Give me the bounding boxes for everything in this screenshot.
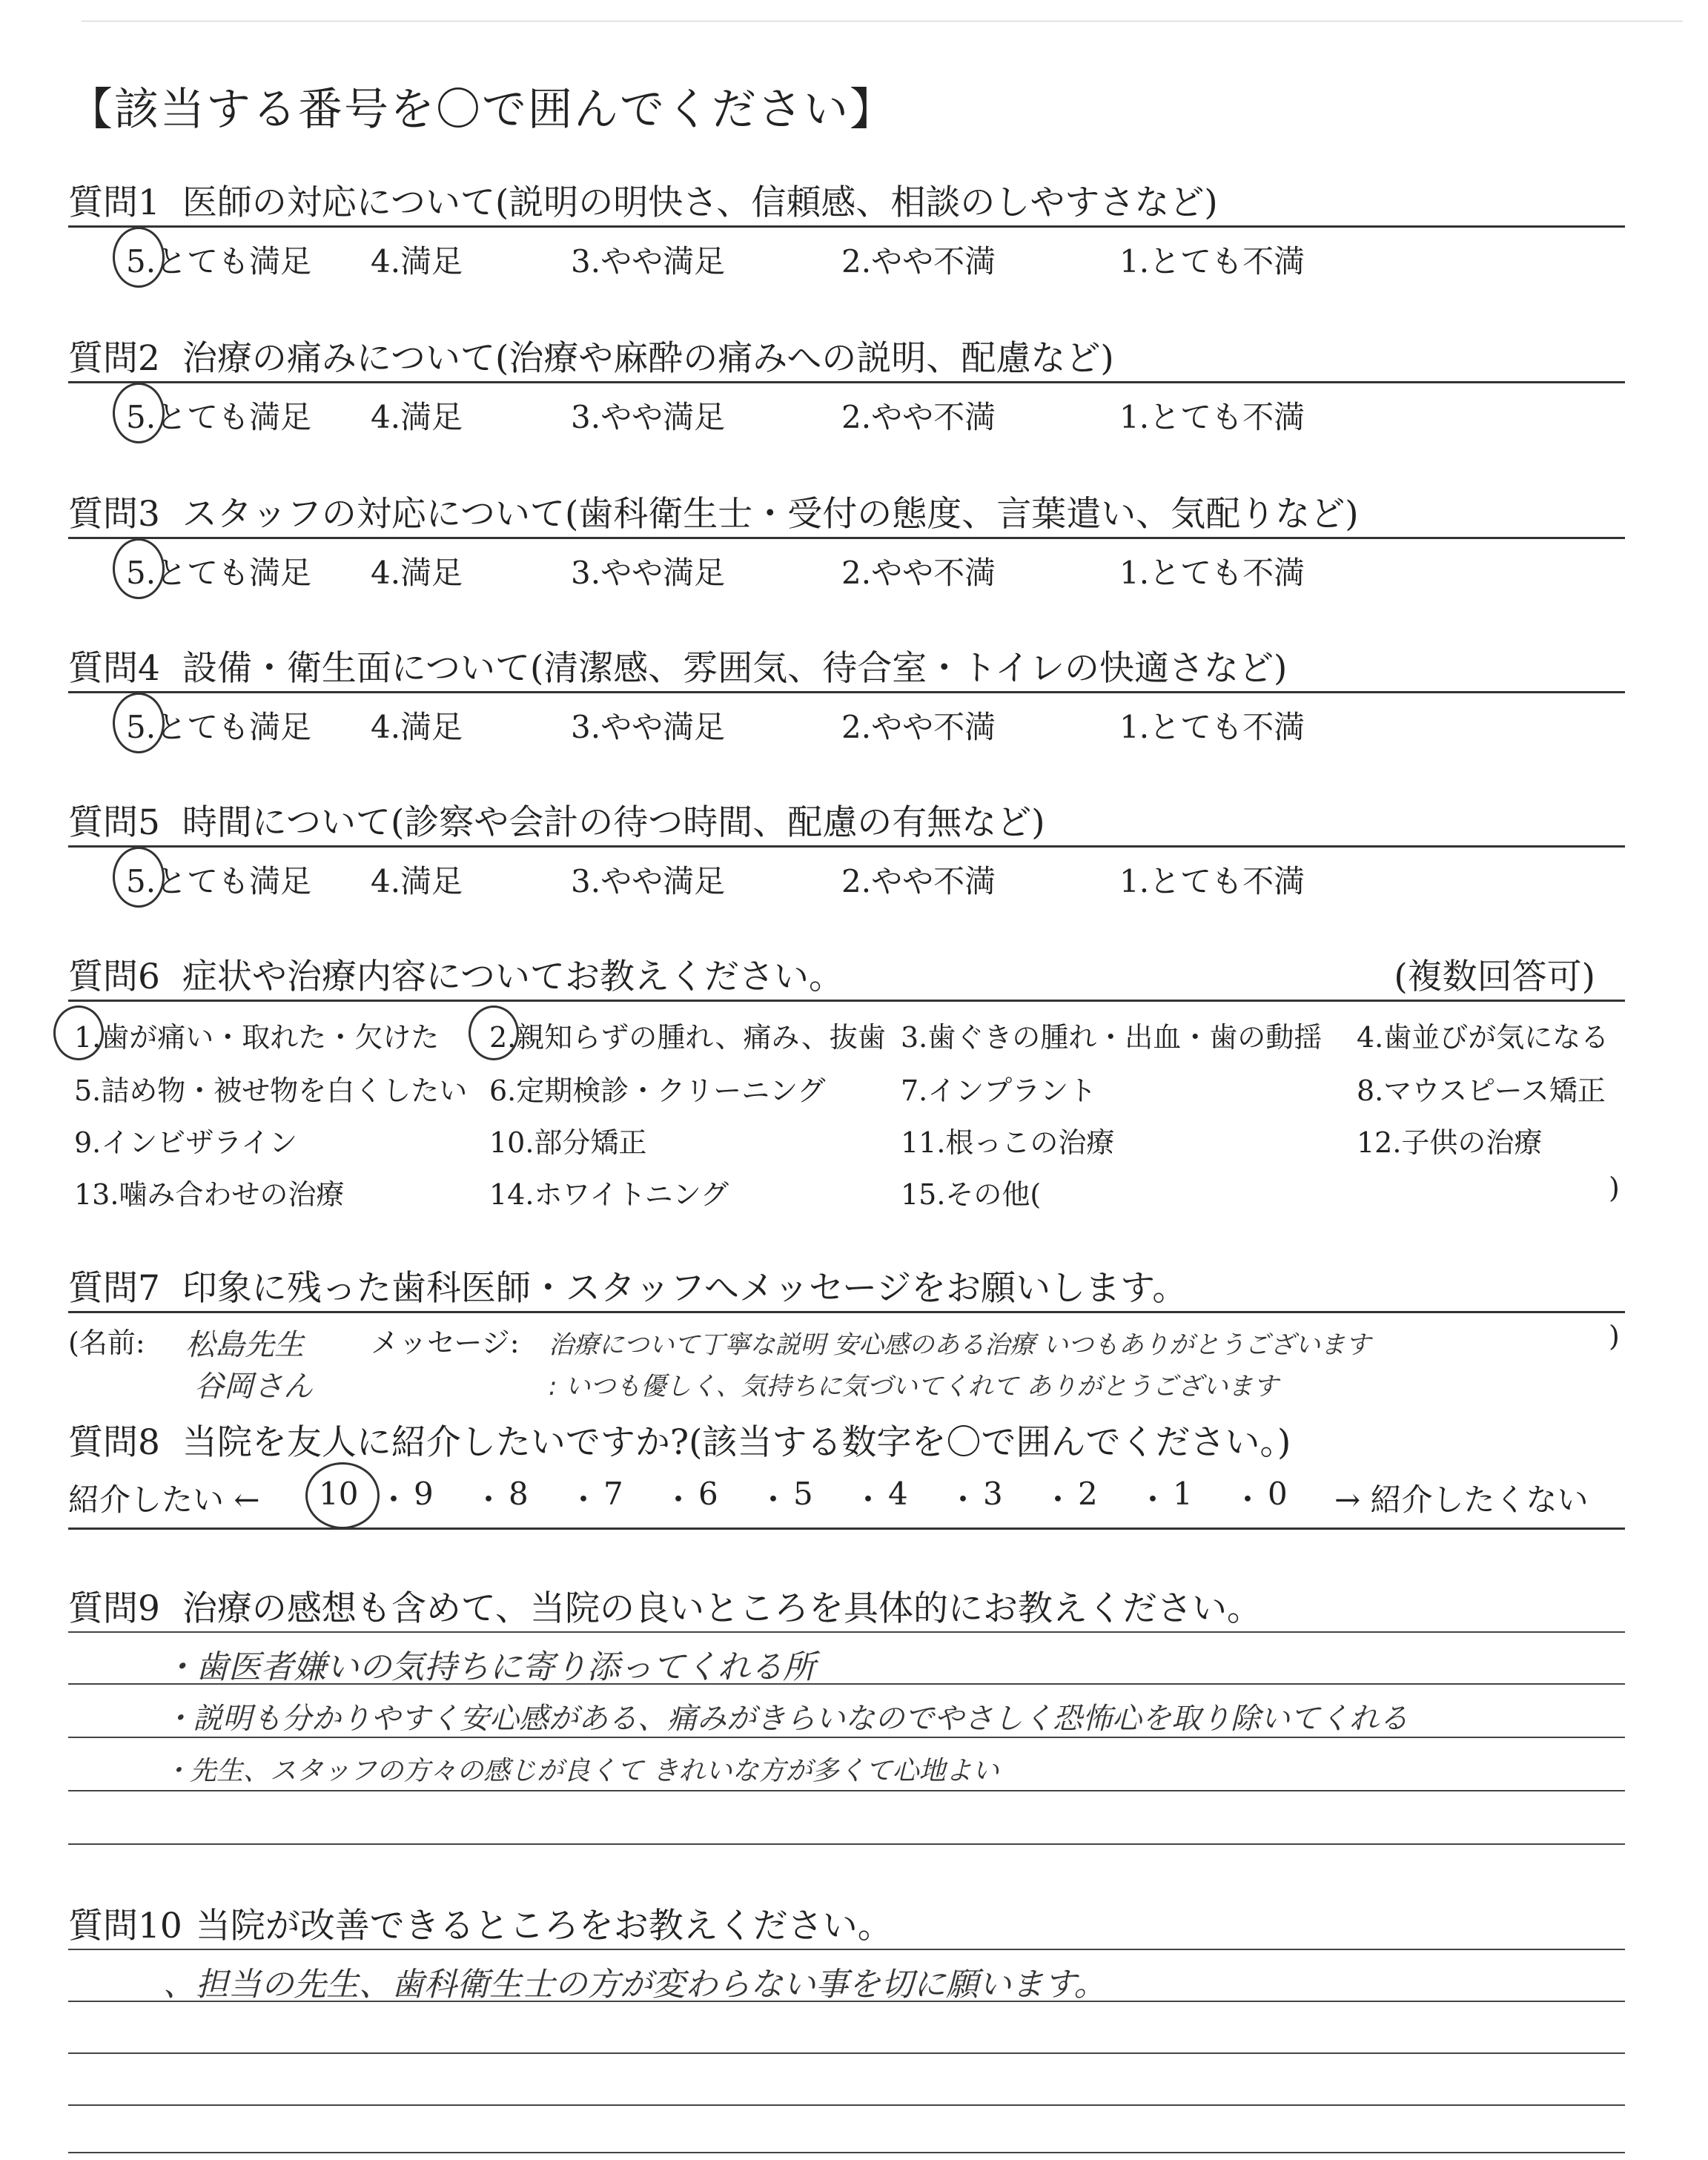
page-top-edge [82, 21, 1683, 22]
q8-scale-separator: ・ [568, 1482, 600, 1518]
q3-selection-circle [113, 538, 165, 599]
q5-selection-circle [113, 847, 165, 908]
q8-scale-separator: ・ [947, 1482, 979, 1518]
q2-option-5[interactable]: 5.とても満足 [126, 399, 312, 435]
q1-selection-circle [113, 227, 165, 288]
q1-label: 質問1 [68, 182, 160, 223]
q5-text: 時間について(診察や会計の待つ時間、配慮の有無など) [182, 802, 1045, 843]
q4-header [68, 641, 1625, 690]
q6-text: 症状や治療内容についてお教えください。 [182, 957, 844, 997]
q6-option-15[interactable]: 15.その他( [901, 1178, 1042, 1211]
q10-line-1 [68, 1949, 1625, 1950]
q8-scale-separator: ・ [758, 1482, 790, 1518]
q3-option-2[interactable]: 2.やや不満 [841, 555, 996, 591]
q6-option-12[interactable]: 12.子供の治療 [1357, 1126, 1543, 1159]
q8-scale-8[interactable]: 8 [509, 1476, 529, 1512]
q7-label: 質問7 [68, 1268, 160, 1309]
q8-scale-separator: ・ [473, 1482, 505, 1518]
q5-header [68, 795, 1625, 845]
q6-option-9[interactable]: 9.インビザライン [74, 1126, 298, 1159]
q6-option-7[interactable]: 7.インプラント [901, 1074, 1097, 1107]
q8-scale-separator: ・ [378, 1482, 410, 1518]
q3-header [68, 486, 1625, 536]
q3-option-4[interactable]: 4.満足 [371, 555, 463, 591]
q3-option-3[interactable]: 3.やや満足 [571, 555, 726, 591]
q5-option-5[interactable]: 5.とても満足 [126, 863, 312, 899]
page-title: 【該当する番号を〇で囲んでください】 [68, 84, 896, 136]
q8-scale-separator: ・ [1137, 1482, 1169, 1518]
q6-option-8[interactable]: 8.マウスピース矯正 [1357, 1074, 1606, 1107]
q7-name-label: (名前: [68, 1327, 145, 1359]
q6-option-13[interactable]: 13.噛み合わせの治療 [74, 1178, 345, 1211]
q8-scale-3[interactable]: 3 [983, 1476, 1003, 1512]
q10-header [68, 1898, 1625, 1948]
q10-line-5 [68, 2152, 1625, 2153]
q9-line-5 [68, 1843, 1625, 1845]
q1-header [68, 175, 1625, 225]
q1-option-4[interactable]: 4.満足 [371, 243, 463, 280]
q3-option-1[interactable]: 1.とても不満 [1119, 555, 1305, 591]
q4-selection-circle [113, 693, 165, 753]
q2-header [68, 331, 1625, 380]
q8-right-label: → 紹介したくない [1334, 1482, 1589, 1518]
q6-option-6[interactable]: 6.定期検診・クリーニング [489, 1074, 826, 1107]
q2-selection-circle [113, 383, 165, 443]
q4-option-1[interactable]: 1.とても不満 [1119, 709, 1305, 745]
q8-scale-separator: ・ [853, 1482, 884, 1518]
q1-option-1[interactable]: 1.とても不満 [1119, 243, 1305, 280]
q8-header [68, 1415, 1625, 1464]
q9-label: 質問9 [68, 1588, 160, 1629]
q7-entry-2-message: : いつも優しく、気持ちに気づいてくれて ありがとうございます [549, 1372, 1279, 1401]
q6-underline [68, 1000, 1625, 1002]
q9-header [68, 1581, 1625, 1631]
q5-underline [68, 845, 1625, 848]
q8-left-label: 紹介したい ← [68, 1482, 260, 1518]
q8-scale-6[interactable]: 6 [698, 1476, 718, 1512]
q7-text: 印象に残った歯科医師・スタッフへメッセージをお願いします。 [182, 1268, 1188, 1309]
q2-option-2[interactable]: 2.やや不満 [841, 399, 996, 435]
q4-option-2[interactable]: 2.やや不満 [841, 709, 996, 745]
q1-underline [68, 225, 1625, 228]
q8-scale-1[interactable]: 1 [1173, 1476, 1193, 1512]
q10-text: 当院が改善できるところをお教えください。 [195, 1906, 893, 1946]
q5-option-1[interactable]: 1.とても不満 [1119, 863, 1305, 899]
q6-option-1[interactable]: 1.歯が痛い・取れた・欠けた [74, 1021, 440, 1054]
q7-entry-2-name: 谷岡さん [194, 1370, 313, 1404]
q2-underline [68, 381, 1625, 383]
q9-line-4 [68, 1790, 1625, 1791]
q6-option-5[interactable]: 5.詰め物・被せ物を白くしたい [74, 1074, 468, 1107]
q2-option-3[interactable]: 3.やや満足 [571, 399, 726, 435]
q6-note: (複数回答可) [1394, 957, 1595, 997]
q6-selection-circle-1 [53, 1005, 104, 1060]
q8-underline [68, 1527, 1625, 1530]
q8-text: 当院を友人に紹介したいですか?(該当する数字を〇で囲んでください。) [182, 1422, 1291, 1463]
q10-line-4 [68, 2104, 1625, 2106]
q7-underline [68, 1311, 1625, 1313]
q3-options [52, 549, 1623, 593]
q1-option-3[interactable]: 3.やや満足 [571, 243, 726, 280]
q5-options [52, 857, 1623, 902]
q4-option-5[interactable]: 5.とても満足 [126, 709, 312, 745]
q3-option-5[interactable]: 5.とても満足 [126, 555, 312, 591]
q6-option-10[interactable]: 10.部分矯正 [489, 1126, 647, 1159]
q2-label: 質問2 [68, 338, 160, 379]
q2-option-4[interactable]: 4.満足 [371, 399, 463, 435]
q8-scale-9[interactable]: 9 [414, 1476, 434, 1512]
q4-options [52, 703, 1623, 747]
q1-option-5[interactable]: 5.とても満足 [126, 243, 312, 280]
q6-selection-circle-2 [469, 1005, 519, 1060]
q9-line-1 [68, 1631, 1625, 1633]
q4-text: 設備・衛生面について(清潔感、雰囲気、待合室・トイレの快適さなど) [182, 648, 1288, 689]
q6-option-11[interactable]: 11.根っこの治療 [901, 1126, 1115, 1159]
q7-header [68, 1261, 1625, 1310]
q6-label: 質問6 [68, 957, 160, 997]
q9-text: 治療の感想も含めて、当院の良いところを具体的にお教えください。 [182, 1588, 1262, 1629]
q5-option-2[interactable]: 2.やや不満 [841, 863, 996, 899]
q8-scale-4[interactable]: 4 [888, 1476, 908, 1512]
q7-close-paren: ) [1609, 1320, 1620, 1353]
q4-option-4[interactable]: 4.満足 [371, 709, 463, 745]
q10-label: 質問10 [68, 1906, 182, 1946]
q1-option-2[interactable]: 2.やや不満 [841, 243, 996, 280]
q5-option-4[interactable]: 4.満足 [371, 863, 463, 899]
q8-scale-separator: ・ [1232, 1482, 1264, 1518]
q10-line-3 [68, 2052, 1625, 2054]
q6-other-close: ) [1609, 1172, 1620, 1204]
q9-answer-3: ・先生、スタッフの方々の感じが良くて きれいな方が多くて心地よい [163, 1756, 999, 1786]
q4-option-3[interactable]: 3.やや満足 [571, 709, 726, 745]
q6-option-2[interactable]: 2.親知らずの腫れ、痛み、抜歯 [489, 1021, 886, 1054]
q3-underline [68, 537, 1625, 539]
q8-scale-10[interactable]: 10 [319, 1476, 359, 1512]
q3-label: 質問3 [68, 494, 160, 535]
q6-option-14[interactable]: 14.ホワイトニング [489, 1178, 729, 1211]
q9-answer-2: ・説明も分かりやすく安心感がある、痛みがきらいなのでやさしく恐怖心を取り除いてくれる [163, 1702, 1409, 1736]
q2-option-1[interactable]: 1.とても不満 [1119, 399, 1305, 435]
q4-label: 質問4 [68, 648, 160, 689]
q5-option-3[interactable]: 3.やや満足 [571, 863, 726, 899]
q4-underline [68, 691, 1625, 693]
q3-text: スタッフの対応について(歯科衛生士・受付の態度、言葉遣い、気配りなど) [182, 494, 1359, 535]
q7-entry-1-name: 松島先生 [185, 1328, 304, 1362]
q1-options [52, 237, 1623, 282]
q9-answer-1: ・歯医者嫌いの気持ちに寄り添ってくれる所 [163, 1648, 815, 1686]
q5-label: 質問5 [68, 802, 160, 843]
q8-scale-0[interactable]: 0 [1268, 1476, 1288, 1512]
q6-header [68, 949, 1625, 999]
q8-label: 質問8 [68, 1422, 160, 1463]
q2-options [52, 393, 1623, 437]
q8-scale-5[interactable]: 5 [793, 1476, 813, 1512]
q7-entry-1-message: 治療について丁寧な説明 安心感のある治療 いつもありがとうございます [549, 1330, 1371, 1360]
q8-scale-7[interactable]: 7 [603, 1476, 623, 1512]
q8-scale-separator: ・ [663, 1482, 695, 1518]
q8-selection-circle [305, 1462, 380, 1529]
q7-message-label: メッセージ: [371, 1327, 520, 1359]
q1-text: 医師の対応について(説明の明快さ、信頼感、相談のしやすさなど) [182, 182, 1218, 223]
q2-text: 治療の痛みについて(治療や麻酔の痛みへの説明、配慮など) [182, 338, 1114, 379]
q10-answer-1: 、担当の先生、歯科衛生士の方が変わらない事を切に願います。 [163, 1966, 1107, 2004]
q8-scale-2[interactable]: 2 [1078, 1476, 1098, 1512]
q8-scale-separator: ・ [1042, 1482, 1074, 1518]
q6-option-3[interactable]: 3.歯ぐきの腫れ・出血・歯の動揺 [901, 1021, 1323, 1054]
q6-option-4[interactable]: 4.歯並びが気になる [1357, 1021, 1609, 1054]
